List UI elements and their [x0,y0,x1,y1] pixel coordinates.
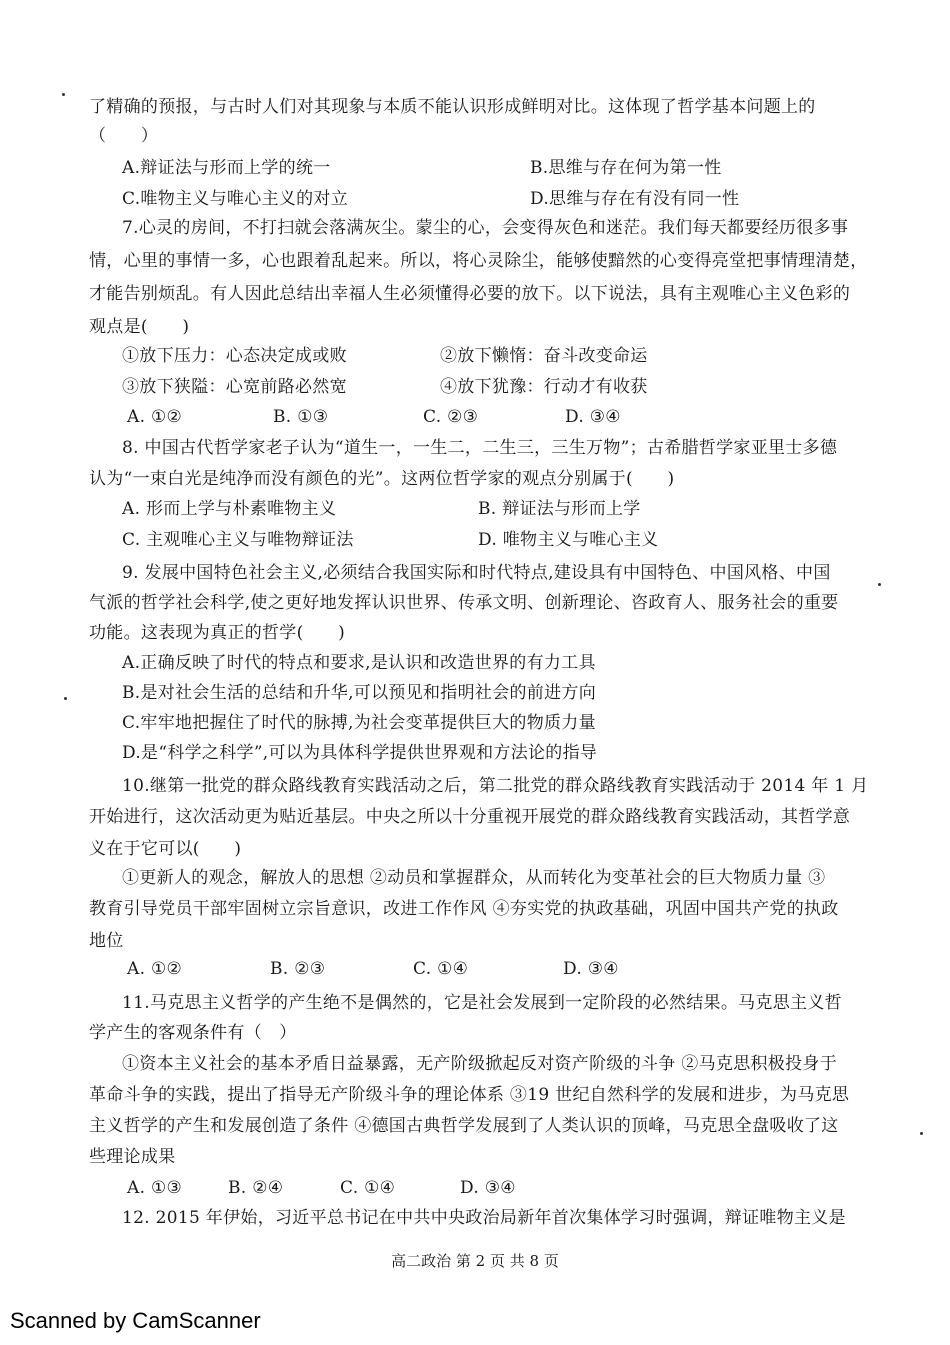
scan-speck [64,697,67,700]
text-line: C.牢牢地把握住了时代的脉搏,为社会变革提供巨大的物质力量 [122,713,596,733]
answer-choice: C. ①④ [413,959,469,979]
answer-choice: B. ②④ [228,1178,284,1198]
option-text: A. 形而上学与朴素唯物主义 [122,499,337,519]
answer-choice: D. ③④ [563,959,619,979]
option-text: C. 主观唯心主义与唯物辩证法 [122,530,354,550]
text-line: 学产生的客观条件有（ ） [89,1023,297,1043]
text-line: A.正确反映了时代的特点和要求,是认识和改造世界的有力工具 [122,653,596,673]
option-text: D.思维与存在有没有同一性 [530,189,740,209]
option-text: A.辩证法与形而上学的统一 [122,158,331,178]
text-line: 认为“一束白光是纯净而没有颜色的光”。这两位哲学家的观点分别属于( ) [89,469,675,489]
option-text: B.思维与存在何为第一性 [530,158,722,178]
answer-choice: A. ①② [127,407,183,427]
text-line: 9. 发展中国特色社会主义,必须结合我国实际和时代特点,建设具有中国特色、中国风格、中国 [122,563,831,583]
text-line: 8. 中国古代哲学家老子认为“道生一，一生二，二生三，三生万物”；古希腊哲学家亚里士多德 [122,438,838,458]
option-text: ③放下狭隘：心宽前路必然宽 [122,377,347,397]
option-text: D. 唯物主义与唯心主义 [478,530,659,550]
answer-choice: C. ②③ [423,407,479,427]
scan-speck [920,1132,923,1135]
answer-choice: B. ①③ [273,407,329,427]
text-line: 11.马克思主义哲学的产生绝不是偶然的，它是社会发展到一定阶段的必然结果。马克思主义哲 [122,993,842,1013]
text-line: 7.心灵的房间，不打扫就会落满灰尘。蒙尘的心，会变得灰色和迷茫。我们每天都要经历很多事 [122,218,849,238]
scan-speck [878,583,881,586]
text-line: 气派的哲学社会科学,使之更好地发挥认识世界、传承文明、创新理论、咨政育人、服务社会的重要 [89,593,839,613]
text-line: 地位 [89,931,124,951]
text-line: 教育引导党员干部牢固树立宗旨意识，改进工作作风 ④夯实党的执政基础，巩固中国共产党的执政 [89,899,839,919]
text-line: 观点是( ) [89,317,190,337]
option-text: ①放下压力：心态决定成或败 [122,346,347,366]
scanner-watermark: Scanned by CamScanner [10,1308,261,1333]
text-line: 才能告别烦乱。有人因此总结出幸福人生必须懂得必要的放下。以下说法，具有主观唯心主义色彩的 [89,284,851,304]
text-line: 了精确的预报，与古时人们对其现象与本质不能认识形成鲜明对比。这体现了哲学基本问题上的 [89,97,816,117]
text-line: ①资本主义社会的基本矛盾日益暴露，无产阶级掀起反对资产阶级的斗争 ②马克思积极投身于 [122,1054,838,1074]
text-line: 革命斗争的实践，提出了指导无产阶级斗争的理论体系 ③19 世纪自然科学的发展和进步，为马克思 [89,1085,850,1105]
text-line: 些理论成果 [89,1147,176,1167]
text-line: 10.继第一批党的群众路线教育实践活动之后，第二批党的群众路线教育实践活动于 2014 年 1 月 [122,776,869,796]
text-line: 12. 2015 年伊始，习近平总书记在中共中央政治局新年首次集体学习时强调，辩证唯物主义是 [122,1208,846,1228]
option-text: ②放下懒惰：奋斗改变命运 [440,346,648,366]
text-line: 开始进行，这次活动更为贴近基层。中央之所以十分重视开展党的群众路线教育实践活动，其哲学意 [89,807,851,827]
answer-choice: D. ③④ [565,407,621,427]
answer-choice: A. ①② [127,959,183,979]
text-line: 主义哲学的产生和发展创造了条件 ④德国古典哲学发展到了人类认识的顶峰，马克思全盘吸收了这 [89,1116,839,1136]
answer-choice: D. ③④ [460,1178,516,1198]
scan-speck [62,93,65,96]
text-line: ①更新人的观念，解放人的思想 ②动员和掌握群众，从而转化为变革社会的巨大物质力量 ③ [122,868,826,888]
answer-choice: A. ①③ [127,1178,183,1198]
text-line: （ ） [89,126,159,146]
text-line: D.是“科学之科学”,可以为具体科学提供世界观和方法论的指导 [122,743,598,763]
page-footer: 高二政治 第 2 页 共 8 页 [391,1252,559,1270]
answer-choice: C. ①④ [340,1178,396,1198]
option-text: B. 辩证法与形而上学 [478,499,641,519]
answer-choice: B. ②③ [270,959,326,979]
text-line: 情，心里的事情一多，心也跟着乱起来。所以，将心灵除尘，能够使黯然的心变得亮堂把事情理清楚， [89,251,868,271]
text-line: 功能。这表现为真正的哲学( ) [89,623,346,643]
option-text: C.唯物主义与唯心主义的对立 [122,189,349,209]
text-line: 义在于它可以( ) [89,839,242,859]
text-line: B.是对社会生活的总结和升华,可以预见和指明社会的前进方向 [122,683,596,703]
option-text: ④放下犹豫：行动才有收获 [440,377,648,397]
